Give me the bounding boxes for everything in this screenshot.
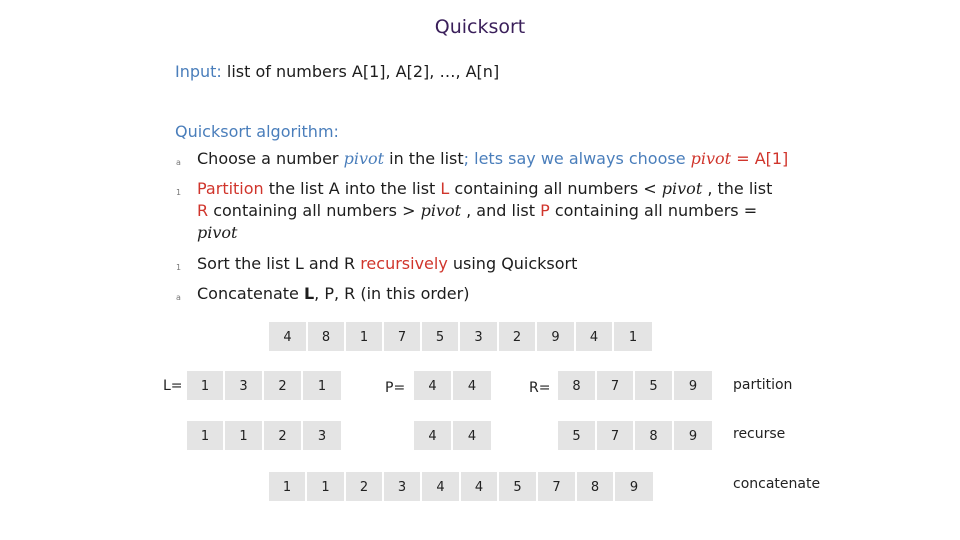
P-cell: 4	[452, 370, 492, 401]
input-line	[175, 62, 499, 81]
result-cell: 9	[614, 471, 654, 502]
b3-recursively: recursively	[360, 254, 448, 273]
b1-text-4: = A[1]	[731, 149, 789, 168]
bullet-partition-line-2	[197, 201, 757, 220]
array-cell: 8	[307, 321, 345, 352]
result-cell: 5	[498, 471, 537, 502]
P-cell: 4	[413, 370, 452, 401]
array-cell: 7	[383, 321, 421, 352]
L-cell: 2	[263, 370, 302, 401]
b3-text-2: using Quicksort	[447, 254, 578, 273]
L-sorted-cell: 1	[224, 420, 263, 451]
b2-text-2: the list A into the list	[263, 179, 441, 198]
b2-R: R	[197, 201, 209, 220]
R-cell: 7	[596, 370, 634, 401]
bullet-partition-line-3	[197, 223, 237, 242]
array-cell: 9	[536, 321, 575, 352]
algorithm-heading: Quicksort algorithm:	[175, 122, 339, 141]
note-concatenate: concatenate	[733, 476, 821, 492]
bullet-mark-2: 1	[176, 188, 182, 197]
bullet-mark-1: a	[176, 158, 181, 167]
result-cell: 1	[306, 471, 345, 502]
result-cell: 7	[537, 471, 576, 502]
bullet-concatenate	[197, 284, 469, 303]
L-cell: 1	[302, 370, 342, 401]
b2-partition: Partition	[197, 179, 264, 198]
b2-pivot-3: pivot	[197, 223, 238, 242]
b2-pivot-2: pivot	[420, 201, 462, 220]
array-cell: 1	[345, 321, 383, 352]
L-sorted-cell: 2	[263, 420, 302, 451]
b2-text-4: , the list	[702, 179, 773, 198]
bullet-choose-pivot	[197, 149, 788, 168]
R-cell: 9	[673, 370, 713, 401]
b2-pivot: pivot	[661, 179, 703, 198]
L-sorted-cell: 3	[302, 420, 342, 451]
L-cell: 3	[224, 370, 263, 401]
b1-pivot: pivot	[343, 149, 385, 168]
b2-P: P	[540, 201, 550, 220]
b2-text-5: containing all numbers >	[208, 201, 421, 220]
result-cell: 8	[576, 471, 614, 502]
label-P: P=	[385, 380, 406, 396]
R-cell: 8	[557, 370, 596, 401]
P-sorted-cell: 4	[413, 420, 452, 451]
b1-pivot-eq: pivot	[690, 149, 732, 168]
bullet-partition-line-1	[197, 179, 772, 198]
bullet-mark-3: 1	[176, 263, 182, 272]
array-cell: 4	[575, 321, 613, 352]
label-L: L=	[163, 378, 183, 394]
R-sorted-cell: 8	[634, 420, 673, 451]
result-cell: 1	[268, 471, 306, 502]
b4-L: L	[303, 284, 315, 303]
array-cell: 5	[421, 321, 459, 352]
array-cell: 3	[459, 321, 498, 352]
label-R: R=	[529, 380, 551, 396]
array-cell: 2	[498, 321, 536, 352]
R-sorted-cell: 7	[596, 420, 634, 451]
input-label: Input:	[175, 62, 222, 81]
R-cell: 5	[634, 370, 673, 401]
b1-text-2: in the list	[384, 149, 464, 168]
note-partition: partition	[733, 377, 793, 393]
b2-L: L	[440, 179, 450, 198]
b1-text-1: Choose a number	[197, 149, 344, 168]
L-cell: 1	[186, 370, 224, 401]
array-cell: 1	[613, 321, 653, 352]
b4-text-1: Concatenate	[197, 284, 304, 303]
result-cell: 2	[345, 471, 383, 502]
result-cell: 4	[421, 471, 460, 502]
b1-text-3: ; lets say we always choose	[463, 149, 691, 168]
b4-text-2: , P, R (in this order)	[314, 284, 470, 303]
bullet-recurse	[197, 254, 577, 273]
L-sorted-cell: 1	[186, 420, 224, 451]
b2-text-6: , and list	[461, 201, 541, 220]
P-sorted-cell: 4	[452, 420, 492, 451]
b2-text-3: containing all numbers <	[449, 179, 662, 198]
input-text: list of numbers A[1], A[2], …, A[n]	[221, 62, 500, 81]
b2-text-7: containing all numbers =	[549, 201, 758, 220]
array-cell: 4	[268, 321, 307, 352]
note-recurse: recurse	[733, 426, 786, 442]
R-sorted-cell: 5	[557, 420, 596, 451]
b3-text-1: Sort the list L and R	[197, 254, 361, 273]
result-cell: 4	[460, 471, 498, 502]
R-sorted-cell: 9	[673, 420, 713, 451]
bullet-mark-4: a	[176, 293, 181, 302]
slide-title: Quicksort	[434, 16, 526, 38]
result-cell: 3	[383, 471, 421, 502]
